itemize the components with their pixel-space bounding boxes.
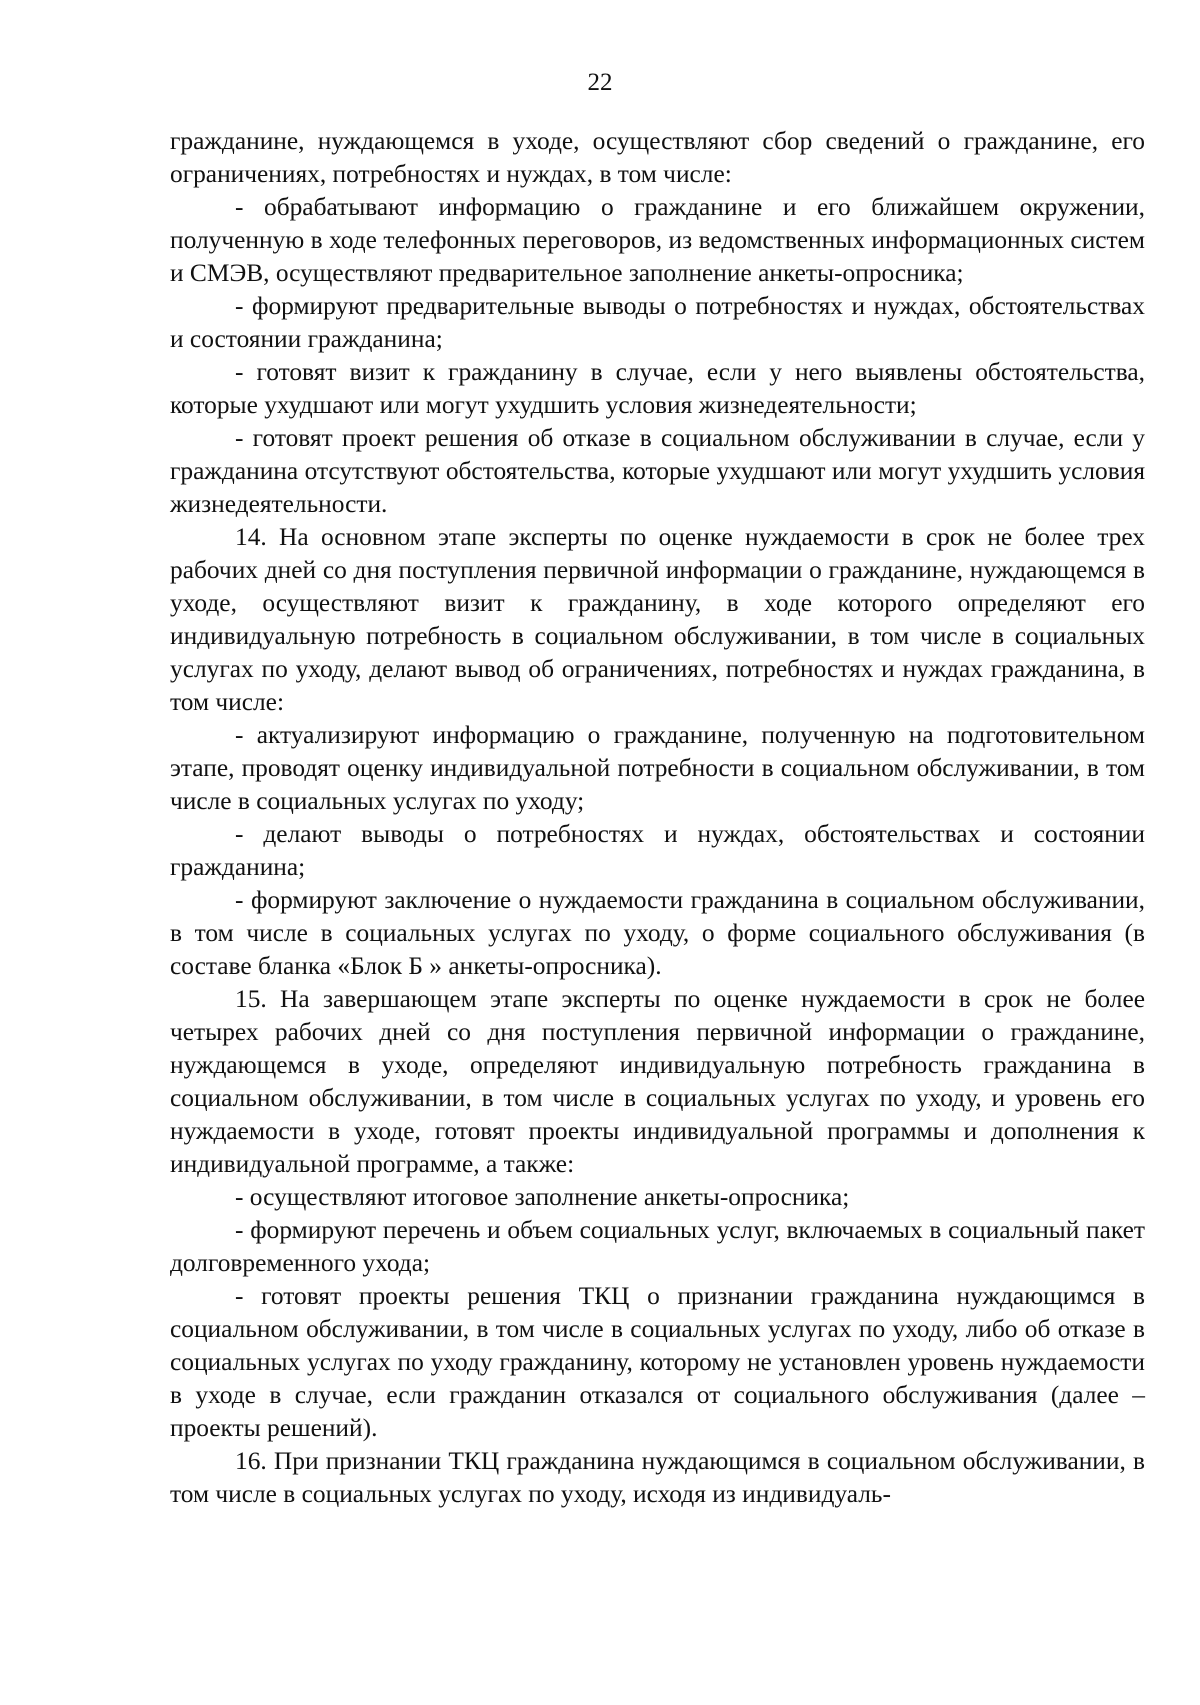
document-body [170, 125, 1145, 1511]
paragraph-10-item-15: 15. На завершающем этапе эксперты по оценке нуждаемости в срок не более четырех рабочих дней со дня поступления первичной информации о гражданине, нуждающемся в уходе, определяют индивидуальную потребность гражданина в социальном обслуживании, в том числе в социальных услугах по уходу, и уровень его нуждаемости в уходе, готовят проекты индивидуальной программы и дополнения к индивидуальной программе, а также: [170, 985, 1145, 1178]
paragraph-8: - делают выводы о потребностях и нуждах, обстоятельствах и состоянии гражданина; [170, 820, 1145, 881]
paragraph-2: - обрабатывают информацию о гражданине и его ближайшем окружении, полученную в ходе телефонных переговоров, из ведомственных информационных систем и СМЭВ, осуществляют предварительное заполнение анкеты-опросника; [170, 193, 1145, 287]
paragraph-14-item-16: 16. При признании ТКЦ гражданина нуждающимся в социальном обслуживании, в том числе в социальных услугах по уходу, исходя из индивидуаль- [170, 1447, 1145, 1508]
paragraph-1: гражданине, нуждающемся в уходе, осуществляют сбор сведений о гражданине, его ограничениях, потребностях и нуждах, в том числе: [170, 127, 1145, 188]
paragraph-5: - готовят проект решения об отказе в социальном обслуживании в случае, если у гражданина отсутствуют обстоятельства, которые ухудшают или могут ухудшить условия жизнедеятельности. [170, 424, 1145, 518]
paragraph-11: - осуществляют итоговое заполнение анкеты-опросника; [235, 1183, 850, 1211]
page-number: 22 [587, 69, 613, 96]
paragraph-7: - актуализируют информацию о гражданине, полученную на подготовительном этапе, проводят оценку индивидуальной потребности в социальном обслуживании, в том числе в социальных услугах по уходу; [170, 721, 1145, 815]
paragraph-3: - формируют предварительные выводы о потребностях и нуждах, обстоятельствах и состоянии гражданина; [170, 292, 1145, 353]
paragraph-9: - формируют заключение о нуждаемости гражданина в социальном обслуживании, в том числе в социальных услугах по уходу, о форме социального обслуживания (в составе бланка «Блок Б » анкеты-опросника). [170, 886, 1145, 980]
paragraph-12: - формируют перечень и объем социальных услуг, включаемых в социальный пакет долговременного ухода; [170, 1216, 1145, 1277]
paragraph-4: - готовят визит к гражданину в случае, если у него выявлены обстоятельства, которые ухудшают или могут ухудшить условия жизнедеятельности; [170, 358, 1145, 419]
paragraph-6-item-14: 14. На основном этапе эксперты по оценке нуждаемости в срок не более трех рабочих дней со дня поступления первичной информации о гражданине, нуждающемся в уходе, осуществляют визит к гражданину, в ходе которого определяют его индивидуальную потребность в социальном обслуживании, в том числе в социальных услугах по уходу, делают вывод об ограничениях, потребностях и нуждах гражданина, в том числе: [170, 523, 1145, 716]
paragraph-13: - готовят проекты решения ТКЦ о признании гражданина нуждающимся в социальном обслуживании, в том числе в социальных услугах по уходу, либо об отказе в социальных услугах по уходу гражданину, которому не установлен уровень нуждаемости в уходе в случае, если гражданин отказался от социального обслуживания (далее – проекты решений). [170, 1282, 1145, 1442]
